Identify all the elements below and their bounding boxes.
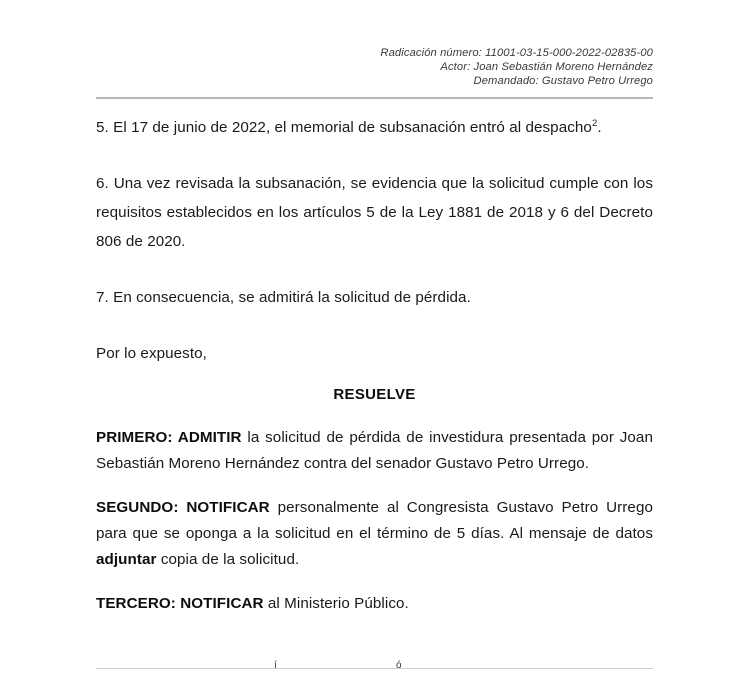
primero-lead-label: PRIMERO: ADMITIR [96,428,242,446]
resolution-heading: RESUELVE [333,385,416,403]
header-line-actor: Actor: Joan Sebastián Moreno Hernández [440,61,653,74]
footnote-marker-2: 2 [591,117,598,129]
paragraph-item-7: 7. En consecuencia, se admitirá la solicitud de pérdida. [96,288,471,306]
paragraph-spacer [96,378,653,386]
paragraph-item-5-period: . [597,118,602,136]
document-content-column [96,0,653,627]
header-line-demandado: Demandado: Gustavo Petro Urrego [473,75,653,88]
segundo-body-text-a: personalmente al Congresista Gustavo Petro Urrego para que se oponga a la solicitud en el término de 5 días. Al mensaje de datos [96,498,653,542]
paragraph-spacer [96,487,653,495]
paragraph-spacer [96,583,653,591]
paragraph-segundo [96,495,653,573]
paragraph-spacer [96,266,653,283]
paragraph-tercero [96,591,653,617]
paragraph-item-5 [96,113,653,142]
footnote-area [96,660,653,677]
footnote-fragment-a: í [274,660,277,671]
primero-body-text: la solicitud de pérdida de investidura presentada por Joan Sebastián Moreno Hernández contra del senador Gustavo Petro Urrego. [96,428,653,472]
document-body [96,99,653,617]
paragraph-item-5-text: 5. El 17 de junio de 2022, el memorial de subsanación entró al despacho [96,118,592,136]
paragraph-spacer [96,152,653,169]
paragraph-primero [96,425,653,477]
header-line-radicacion: Radicación número: 11001-03-15-000-2022-02835-00 [380,47,653,59]
tercero-body-text: al Ministerio Público. [263,594,409,612]
paragraph-item-6: 6. Una vez revisada la subsanación, se evidencia que la solicitud cumple con los requisitos establecidos en los artículos 5 de la Ley 1881 de 2018 y 6 del Decreto 806 de 2020. [96,174,653,250]
footnote-clipped-text [96,660,653,677]
paragraph-spacer [96,403,653,425]
document-header [96,0,653,89]
tercero-lead-label: TERCERO: NOTIFICAR [96,594,264,612]
segundo-emphasis-adjuntar: adjuntar [96,550,157,568]
paragraph-closing-lead: Por lo expuesto, [96,344,207,362]
segundo-body-text-b: copia de la solicitud. [156,550,300,568]
footnote-fragment-b: ó [396,660,402,671]
paragraph-spacer [96,322,653,339]
segundo-lead-label: SEGUNDO: NOTIFICAR [96,498,270,516]
